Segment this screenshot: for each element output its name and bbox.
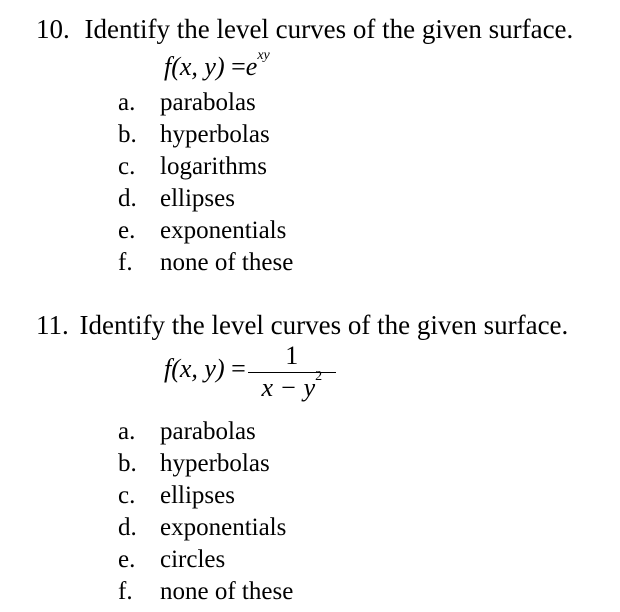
- choice-text: hyperbolas: [160, 450, 270, 477]
- question-10-formula: [164, 48, 270, 82]
- formula-lhs: f(x, y): [164, 52, 225, 81]
- choice-letter: b.: [118, 121, 137, 148]
- choice-letter: d.: [118, 185, 137, 212]
- choice-text: none of these: [160, 578, 294, 605]
- fraction-denominator: [246, 369, 338, 403]
- question-number: 11.: [36, 310, 69, 340]
- formula-exponent: xy: [257, 48, 270, 63]
- denominator-base: x − y: [261, 373, 316, 402]
- choice-letter: d.: [118, 514, 137, 541]
- fraction-numerator: 1: [285, 341, 299, 370]
- choice-text: none of these: [160, 249, 294, 276]
- formula-equals: =: [231, 353, 246, 383]
- choice-text: hyperbolas: [160, 121, 270, 148]
- choice-letter: e.: [118, 217, 136, 244]
- choice-text: parabolas: [160, 418, 256, 445]
- choice-letter: c.: [118, 482, 136, 509]
- question-11-formula: [164, 343, 338, 403]
- choice-letter: b.: [118, 450, 137, 477]
- question-prompt: Identify the level curves of the given surface.: [84, 14, 574, 44]
- choice-text: ellipses: [160, 185, 235, 212]
- choice-letter: e.: [118, 546, 136, 573]
- question-prompt: Identify the level curves of the given surface.: [79, 310, 569, 340]
- formula-base: e: [245, 52, 258, 81]
- choice-letter: a.: [118, 418, 136, 445]
- choice-text: exponentials: [160, 217, 287, 244]
- formula-fraction: [246, 343, 338, 403]
- question-number: 10.: [36, 14, 70, 44]
- choice-text: ellipses: [160, 482, 235, 509]
- choice-letter: a.: [118, 89, 136, 116]
- choice-text: exponentials: [160, 514, 287, 541]
- choice-letter: f.: [118, 249, 133, 276]
- formula-lhs: f(x, y): [164, 353, 225, 383]
- question-11-title: [36, 310, 568, 340]
- question-10-title: [36, 14, 573, 44]
- choice-letter: f.: [118, 578, 133, 605]
- choice-text: circles: [160, 546, 226, 573]
- denominator-exponent: 2: [315, 369, 323, 384]
- choice-letter: c.: [118, 153, 136, 180]
- choice-text: parabolas: [160, 89, 256, 116]
- choice-text: logarithms: [160, 153, 267, 180]
- formula-equals: =: [231, 52, 246, 81]
